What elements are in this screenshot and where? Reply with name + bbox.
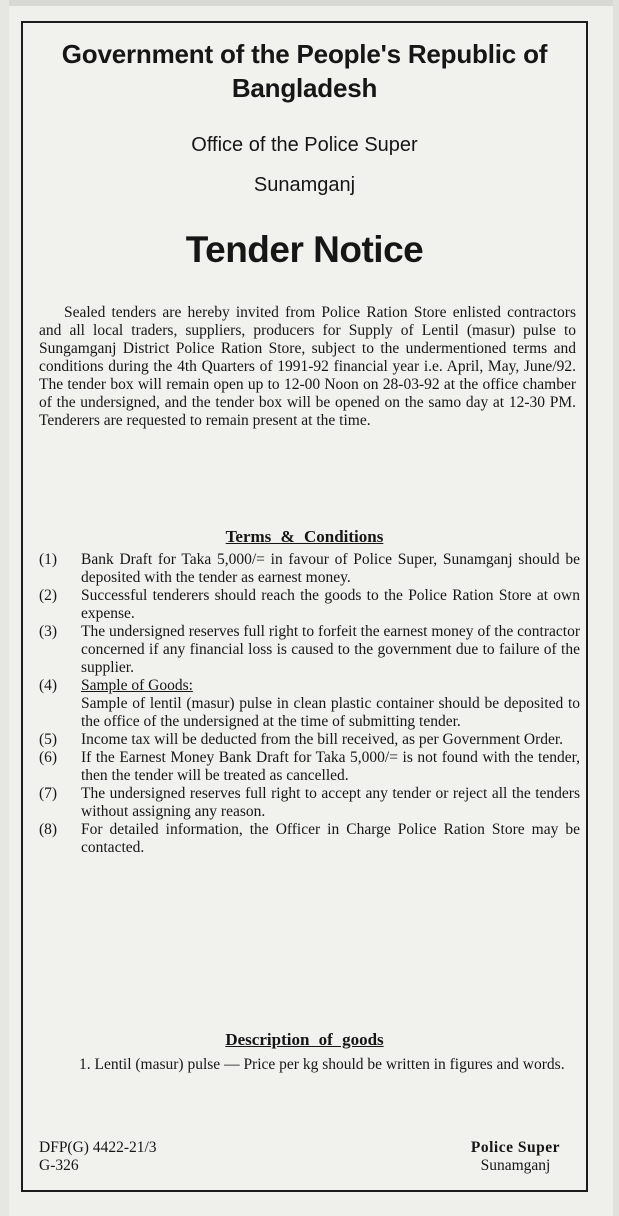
reference-number: DFP(G) 4422-21/3: [39, 1139, 157, 1156]
term-item: [39, 821, 580, 857]
term-item: [39, 677, 580, 731]
term-heading: Sample of Goods:: [81, 677, 193, 694]
term-number: (3): [39, 623, 58, 640]
term-number: (2): [39, 587, 58, 604]
term-number: (1): [39, 551, 58, 568]
term-number: (8): [39, 821, 58, 838]
tender-notice: [21, 21, 588, 1192]
district-heading: Sunamganj: [253, 174, 356, 196]
term-text: The undersigned reserves full right to forfeit the earnest money of the contractor concerned if any financial loss is caused to the government due to failure of the supplier.: [81, 623, 580, 676]
term-number: (4): [39, 677, 58, 694]
term-item: [39, 551, 580, 587]
signatory-title: Police Super: [470, 1139, 560, 1156]
reference-block: [39, 1139, 157, 1175]
term-item: [39, 587, 580, 623]
term-item: [39, 623, 580, 677]
government-heading: Government of the People's Republic of Bangladesh: [61, 39, 548, 103]
signatory-place: Sunamganj: [480, 1157, 551, 1174]
reference-code: G-326: [39, 1157, 79, 1174]
description-title: Description of goods: [225, 1030, 384, 1049]
term-item: [39, 731, 580, 749]
signature-block: [471, 1139, 560, 1175]
term-text: Bank Draft for Taka 5,000/= in favour of Police Super, Sunamganj should be deposited with the tender as earnest money.: [81, 551, 580, 586]
term-item: [39, 785, 580, 821]
term-number: (7): [39, 785, 58, 802]
term-text: Income tax will be deducted from the bill received, as per Government Order.: [81, 731, 564, 748]
term-text: Successful tenderers should reach the goods to the Police Ration Store at own expense.: [81, 587, 580, 622]
term-number: (6): [39, 749, 58, 766]
term-text: The undersigned reserves full right to accept any tender or reject all the tenders without assigning any reason.: [81, 785, 580, 820]
page-edge: [613, 0, 619, 1216]
office-heading: Office of the Police Super: [191, 134, 418, 156]
term-item: [39, 749, 580, 785]
intro-paragraph: Sealed tenders are hereby invited from Police Ration Store enlisted contractors and all local traders, suppliers, producers for Supply of Lentil (masur) pulse to Sungamganj District Police Ration Store, subject to the undermentioned terms and conditions during the 4th Quarters of 1991-92 financial year i.e. April, May, June/92. The tender box will remain open up to 12-00 Noon on 28-03-92 at the office chamber of the undersigned, and the tender box will be opened on the samo day at 12-30 PM. Tenderers are requested to remain present at the time.: [39, 304, 576, 429]
terms-list: [39, 551, 580, 857]
term-text: If the Earnest Money Bank Draft for Taka 5,000/= is not found with the tender, then the tender will be treated as cancelled.: [81, 749, 580, 784]
page-edge: [0, 0, 619, 6]
description-item: 1. Lentil (masur) pulse — Price per kg should be written in figures and words.: [79, 1056, 565, 1073]
notice-title: Tender Notice: [185, 229, 424, 270]
term-number: (5): [39, 731, 58, 748]
page-edge: [0, 0, 9, 1216]
term-text: Sample of lentil (masur) pulse in clean plastic container should be deposited to the office of the undersigned at the time of submitting tender.: [81, 695, 580, 730]
terms-title: Terms & Conditions: [225, 527, 384, 546]
term-text: For detailed information, the Officer in Charge Police Ration Store may be contacted.: [81, 821, 580, 856]
